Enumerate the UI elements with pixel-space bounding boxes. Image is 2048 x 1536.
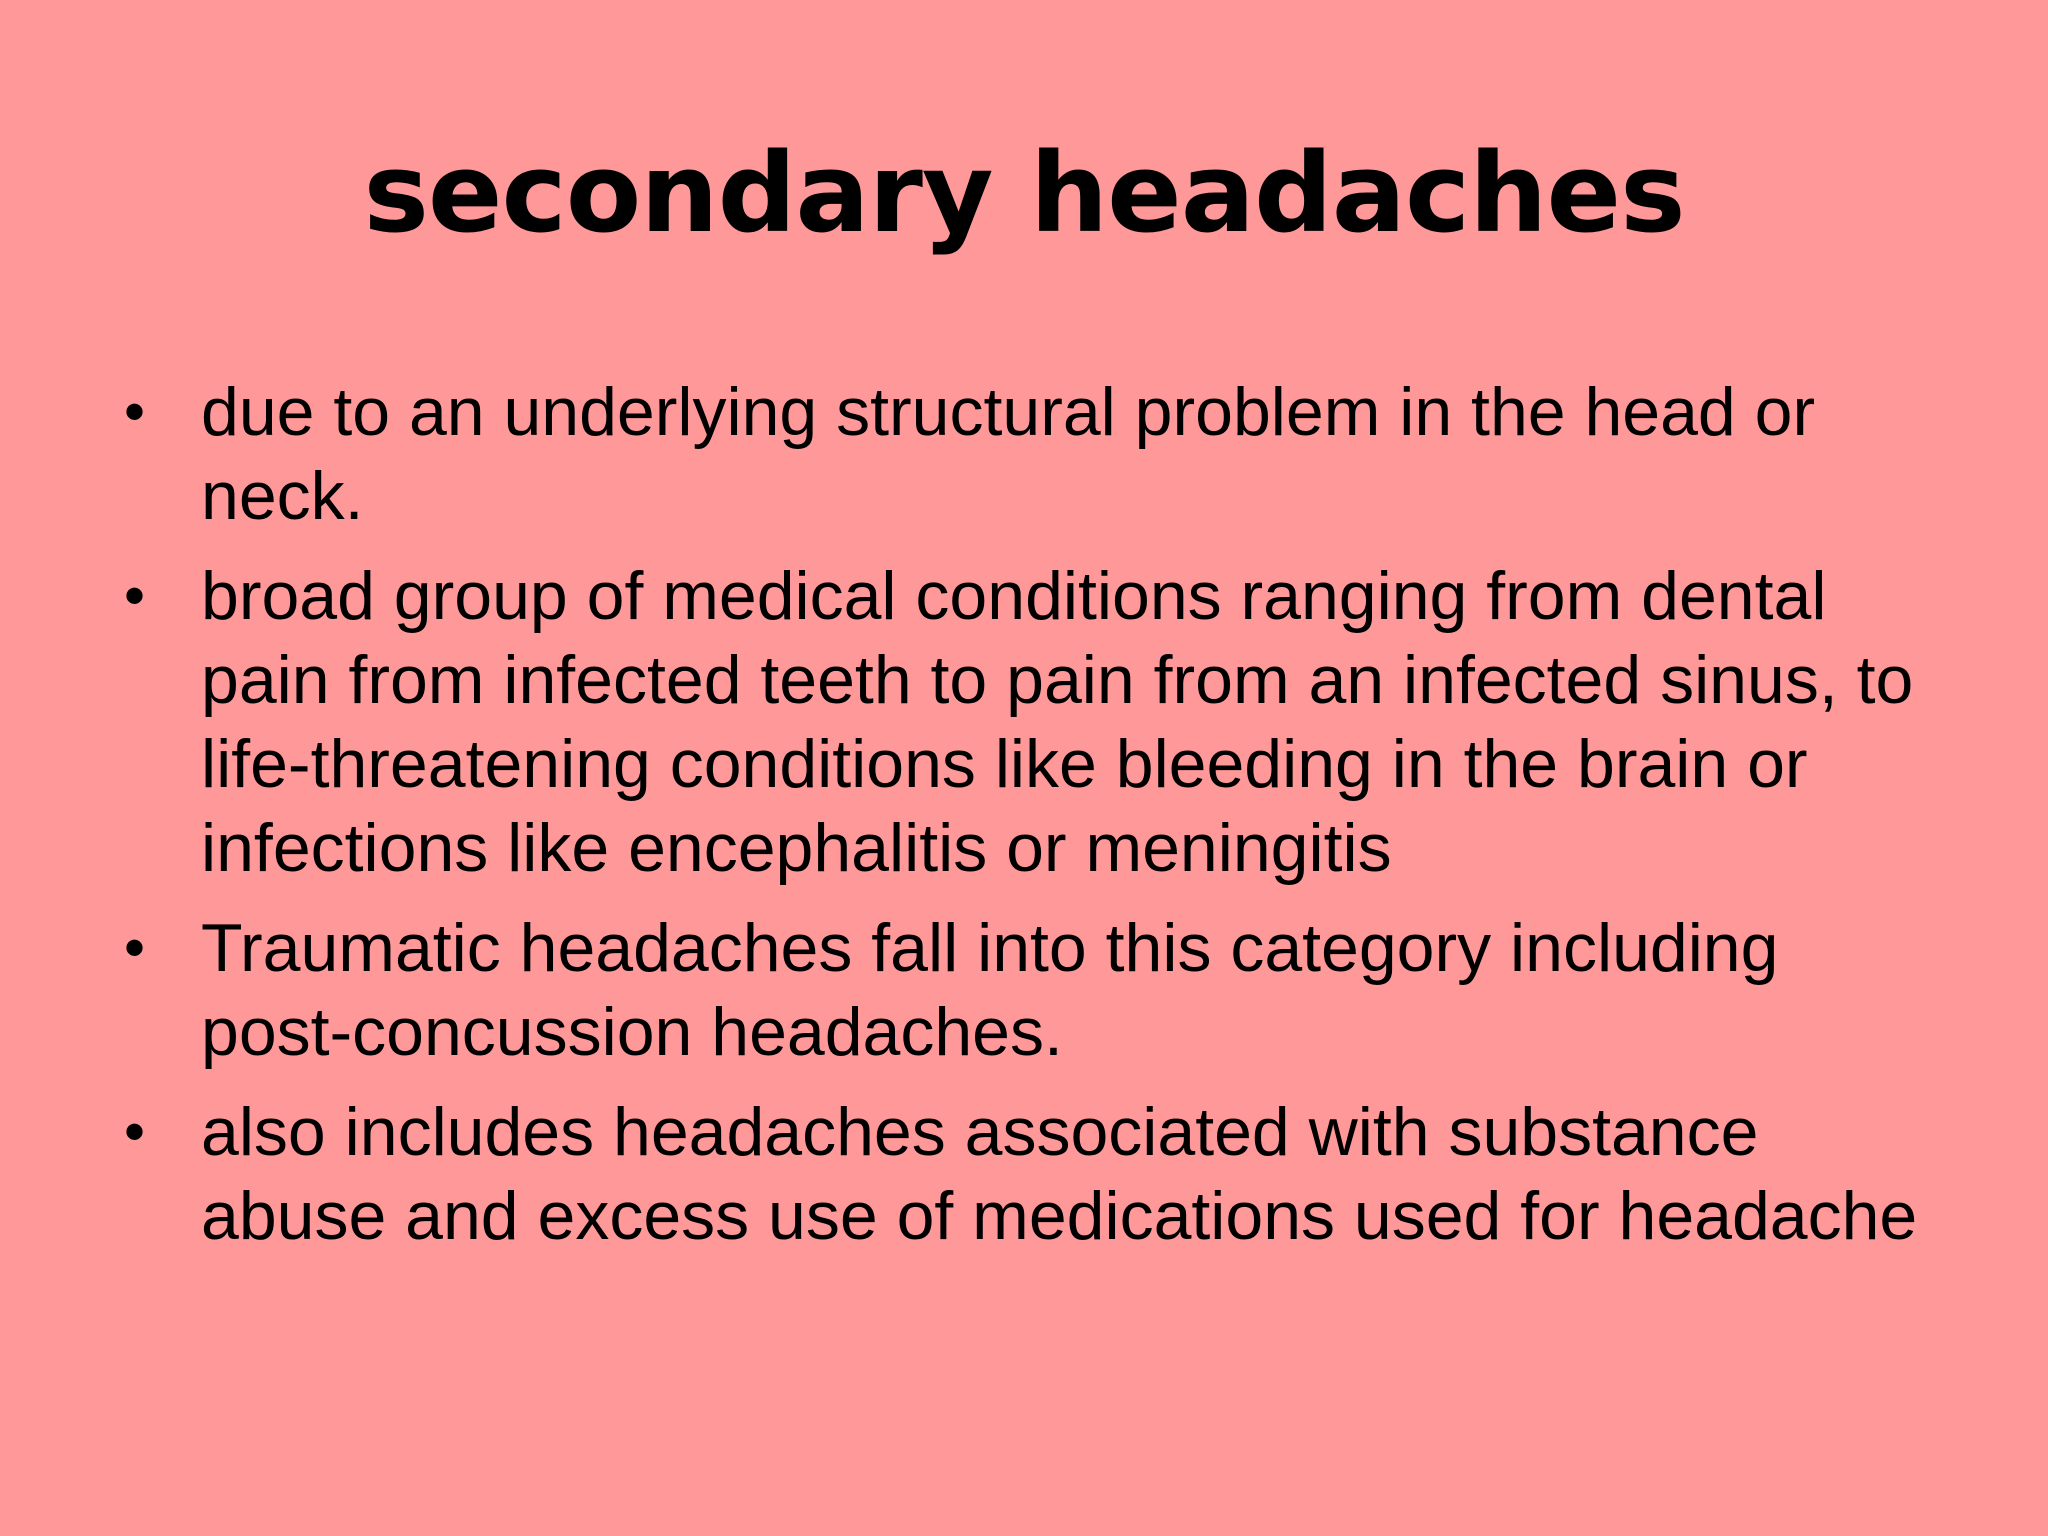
bullet-text: also includes headaches associated with substance abuse and excess use of medications used for headache xyxy=(201,1094,1918,1254)
bullet-list xyxy=(120,370,1940,1274)
bullet-item xyxy=(120,1090,1940,1258)
bullet-text: Traumatic headaches fall into this category including post-concussion headaches. xyxy=(201,910,1779,1070)
bullet-text: due to an underlying structural problem in the head or neck. xyxy=(201,374,1816,534)
bullet-dot-icon: • xyxy=(124,378,146,445)
bullet-dot-icon: • xyxy=(124,562,146,629)
bullet-dot-icon: • xyxy=(124,914,146,981)
bullet-item xyxy=(120,906,1940,1074)
slide-title: secondary headaches xyxy=(363,129,1685,257)
bullet-item xyxy=(120,370,1940,538)
bullet-dot-icon: • xyxy=(124,1098,146,1165)
bullet-text: broad group of medical conditions ranging from dental pain from infected teeth to pain from an infected sinus, to life-threatening conditions like bleeding in the brain or infections like encephalitis or meningitis xyxy=(201,558,1914,886)
bullet-item xyxy=(120,554,1940,890)
